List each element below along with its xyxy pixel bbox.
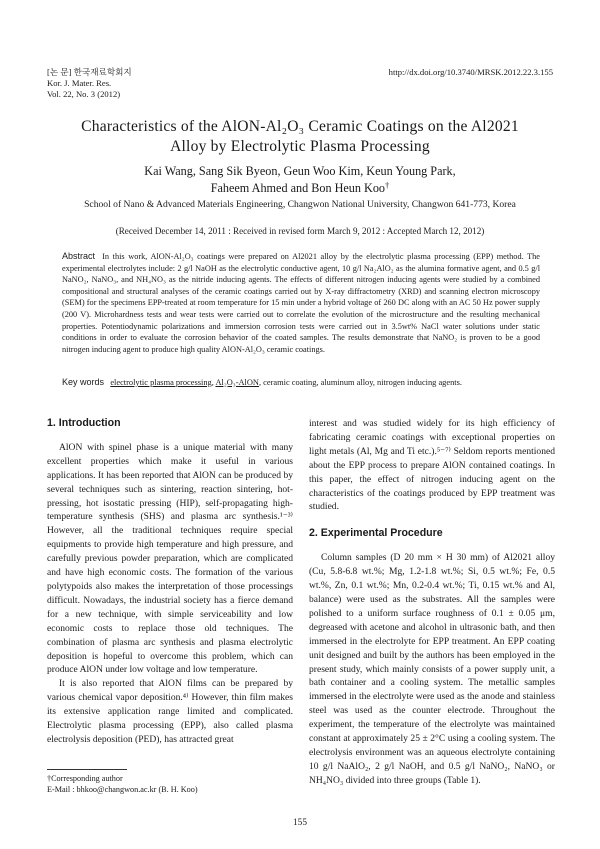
author-list: [40, 163, 560, 197]
keywords: Key words electrolytic plasma processing, Al₂O₃-AlON, ceramic coating, aluminum alloy, nitrogen inducing agents.: [62, 377, 462, 387]
intro-paragraph-2: It is also reported that AlON films can be prepared by various chemical vapor deposition.⁴⁾ However, thin film makes its extensive application range limited and complicated. Electrolytic plasma processing (EPP), also called plasma electrolysis deposition (PED), has attracted great: [47, 678, 293, 745]
experimental-paragraph-1: Column samples (D 20 mm × H 30 mm) of Al2021 alloy (Cu, 5.8-6.8 wt.%; Mg, 1.2-1.8 wt.%; Si, 0.5 wt.%; Fe, 0.5 wt.%, Zn, 0.1 wt.%; Mn, 0.2-0.4 wt.%; Ti, 0.15 wt.% and Al, balance) were used as the substrates. All the samples were polished to a uniform surface roughness of 0.1 ± 0.05 μm, degreased with acetone and alcohol in ultrasonic bath, and then immersed in the electrolyte for EPP treatment. An EPP coating unit designed and built by the authors has been employed in the present study, which mainly consists of a power supply unit, a bath container and a cooling system. The metallic samples immersed in the electrolyte were used as the anode and stainless steel was used as the counter electrode. Throughout the experiment, the temperature of the electrolyte was maintained constant at approximately 25 ± 2°C using a cooling system. The electrolysis environment was an aqueous electrolyte containing 10 g/l NaAlO₂, 2 g/l NaOH, and 0.5 g/l NaNO₂, NaNO₃ or NH₄NO₃ divided into three groups (Table 1).: [309, 552, 555, 786]
right-column: [309, 417, 555, 788]
section-heading-introduction: 1. Introduction: [47, 417, 121, 429]
abstract-text: In this work, AlON-Al₂O₃ coatings were prepared on Al2021 alloy by the electrolytic plasma processing (EPP) method. The experimental electrolytes include: 2 g/l NaOH as the electrolytic conductive agent, 10 g/l Na₂AlO₂ as the alumina formative agent, and 0.5 g/l NaNO₂, NaNO₃, and NH₄NO₃ as the nitride inducing agents. The effects of different nitrogen inducing agents were studied by a combined compositional and structural analyses of the ceramic coatings carried out by X-ray diffractometry (XRD) and scanning electron microscopy (SEM) for the specimens EPP-treated at room temperature for 15 min under a hybrid voltage of 260 DC along with an AC 50 Hz power supply (200 V). Microhardness tests and wear tests were carried out to correlate the evolution of the microstructure and the resulting mechanical properties. Potentiodynamic polarizations and immersion corrosion tests were carried out in 3.5wt% NaCl water solutions under static conditions in order to evaluate the corrosion behavior of the coated samples. The results demonstrate that NaNO₂ is proven to be a good nitrogen inducing agent to produce high quality AlON-Al₂O₃ ceramic coatings.: [62, 252, 540, 354]
intro-paragraph-1: AlON with spinel phase is a unique material with many excellent properties which make it useful in various applications. It has been reported that AlON can be produced by several techniques such as sintering, reaction sintering, hot-pressing, hot isostatic pressing (HIP), self-propagating high-temperature synthesis (SHS) and plasma arc synthesis.¹⁻³⁾ However, all the traditional techniques require special equipments to provide high temperature and high pressure, and carefully previous powder preparation, which are complicated and have high economic costs. The formation of the various polytypoids also makes the interpretation of those processings difficult. Nowadays, the industrial society has a fierce demand for a new technique, with simple serviceability and low economic costs to replace those old techniques. The combination of plasma arc synthesis and plasma electrolytic deposition is hopeful to overcome this problem, which can produce AlON under low voltage and low temperature.: [47, 441, 293, 676]
authors-line-2: Faheem Ahmed and Bon Heun Koo: [210, 181, 386, 195]
authors-line-1: Kai Wang, Sang Sik Byeon, Geun Woo Kim, Keun Young Park,: [144, 164, 456, 178]
doi-link[interactable]: http://dx.doi.org/10.3740/MRSK.2012.22.3.155: [388, 67, 553, 77]
paper-title: [40, 117, 560, 157]
keywords-label: Key words: [62, 377, 105, 387]
affiliation: School of Nano & Advanced Materials Engineering, Changwon National University, Changwon 641-773, Korea: [84, 199, 516, 210]
intro-paragraph-continued: interest and was studied widely for its high efficiency of fabricating ceramic coatings with exceptional properties on light metals (Al, Mg and Ti etc.).⁵⁻⁷⁾ Seldom reports mentioned about the EPP process to prepare AlON contained coatings. In this paper, the effect of nitrogen inducing agent on the characteristics of the coatings produced by EPP treatment was studied.: [309, 418, 555, 513]
footnote-rule: [47, 769, 127, 770]
keywords-rest: , ceramic coating, aluminum alloy, nitrogen inducing agents.: [258, 378, 462, 387]
page-number: 155: [293, 818, 307, 828]
journal-name-abbrev: Kor. J. Mater. Res.: [47, 78, 112, 88]
title-line-2: Alloy by Electrolytic Plasma Processing: [170, 138, 430, 155]
received-dates: (Received December 14, 2011 : Received in revised form March 9, 2012 : Accepted March 12, 2012): [115, 226, 485, 236]
footnote-corresponding: †Corresponding author: [47, 774, 123, 783]
abstract: [62, 251, 540, 355]
footnote: [47, 773, 198, 795]
journal-volume: Vol. 22, No. 3 (2012): [47, 89, 121, 99]
title-line-1: Characteristics of the AlON-Al₂O₃ Ceramic Coatings on the Al2021: [81, 118, 519, 135]
keyword-al2o3-alon: Al₂O₃-AlON: [215, 378, 259, 387]
journal-header: [47, 67, 132, 100]
footnote-email: E-Mail : bhkoo@changwon.ac.kr (B. H. Koo): [47, 785, 198, 794]
keyword-epp: electrolytic plasma processing: [110, 378, 212, 387]
abstract-label: Abstract: [62, 251, 96, 261]
section-heading-experimental: 2. Experimental Procedure: [309, 527, 443, 540]
journal-name-korean: [논 문] 한국재료학회지: [47, 67, 132, 77]
left-column: [47, 417, 293, 747]
corresponding-dagger: †: [385, 180, 390, 190]
